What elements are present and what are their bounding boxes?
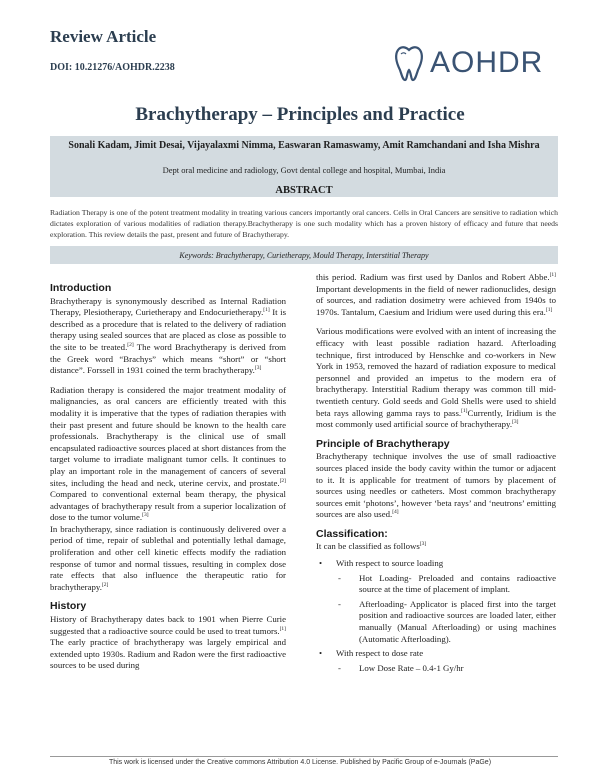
classification-list: [316, 558, 556, 674]
list-subitem: - Hot Loading- Preloaded and contains radioactive source at the time of placement of implant.: [338, 572, 556, 595]
intro-paragraph-1: Brachytherapy is synonymously described as Internal Radiation Therapy, Plesiotherapy, Curietherapy and Endocurietherapy.[1] It is described as a procedure that is related to the delivery of radiation therapy using sealed sources that are placed as close as possible to the site to be treated.[2] The word Brachytherapy is derived from the Greek word “Brachys” which means “short” or “short distance”. Forssell in 1931 coined the term brachytherapy.[3]: [50, 295, 286, 376]
footer-divider: [50, 756, 558, 757]
history-paragraph-2: Various modifications were evolved with an intent of increasing the efficacy with least possible radiation hazard. Afterloading technique, first introduced by Henschke and co-workers in New York in 1953, removed the hazard of radiation exposure to medical personnel and provided an impetus to the modern era of brachytherapy. Interstitial Radium therapy was common till mid-twentieth century. Gold seeds and Gold Shells were used to shield beta rays allowing gamma rays to pass.[1]Currently, Iridium is the most commonly used artificial source of brachytherapy.[3]: [316, 326, 556, 430]
classification-heading: Classification:: [316, 527, 388, 540]
article-type: Review Article: [50, 27, 157, 46]
abstract-heading: ABSTRACT: [275, 185, 333, 196]
principle-heading: Principle of Brachytherapy: [316, 437, 450, 450]
history-paragraph: History of Brachytherapy dates back to 1901 when Pierre Curie suggested that a radioactive source could be used to treat tumors.[1] The early practice of brachytherapy was largely empirical and extended upto 1930s. Radium and Radon were the first radioactive sources to be used during: [50, 614, 286, 671]
intro-paragraph-3: In brachytherapy, since radiation is continuously delivered over a period of time, repair of sublethal and potentially lethal damage, proliferation and other cell kinetic effects modify the radiation response of tumor and normal tissues, resulting in complex dose rate effects that also influence the therapeutic ratio for brachytherapy.[2]: [50, 523, 286, 592]
journal-logo: [390, 44, 544, 84]
author-list: Sonali Kadam, Jimit Desai, Vijayalaxmi Nimma, Easwaran Ramaswamy, Amit Ramchandani and Isha Mishra: [68, 140, 540, 151]
tooth-icon: [392, 44, 426, 82]
list-subitem: - Low Dose Rate – 0.4-1 Gy/hr: [338, 662, 464, 673]
left-column: [50, 283, 286, 680]
right-column: [316, 272, 556, 677]
affiliation: Dept oral medicine and radiology, Govt dental college and hospital, Mumbai, India: [162, 165, 446, 175]
intro-paragraph-2: Radiation therapy is considered the major treatment modality of malignancies, as oral cancers are efficiently treated with this modality it is imperative that the types of radiation therapies with their past present and future should be known to the health care professionals. Brachytherapy is the clinical use of small encapsulated radioactive sources placed at short distances from the target volume to irradiate malignant tumor cells. It continues to play an important role in the management of cancers of several sites, including the head and neck, uterine cervix, and prostate.[2] Compared to conventional external beam therapy, the physical advantages of brachytherapy result from a superior localization of dose to the tumor volume.[3]: [50, 384, 286, 523]
list-subitem: - Afterloading- Applicator is placed first into the target position and radioactive sources are loaded later, either manually (Manual Afterloading) or using machines (Automatic Afterloading).: [338, 598, 556, 644]
list-item: • With respect to source loading: [316, 558, 556, 570]
classification-intro: It can be classified as follows[3]: [316, 541, 427, 552]
keywords: Keywords: Brachytherapy, Curietherapy, Mould Therapy, Interstitial Therapy: [179, 251, 429, 260]
article-title: Brachytherapy – Principles and Practice: [135, 104, 465, 125]
abstract-text: Radiation Therapy is one of the potent treatment modality in treating various cancers importantly oral cancers. Cells in Oral Cancers are sensitive to radiation which dictates exploration of various modalities of radiation therapy.Brachytherapy is one such modality which has a proven history of efficacy and future that needs exploration. This review details the past, present and future of Brachytherapy.: [50, 208, 558, 239]
list-item: • With respect to dose rate: [316, 648, 556, 660]
logo-text: AOHDR: [430, 46, 544, 79]
doi: DOI: 10.21276/AOHDR.2238: [50, 62, 175, 73]
history-heading: History: [50, 600, 87, 613]
history-continued: this period. Radium was first used by Danlos and Robert Abbe.[1] Important developments in the field of newer radionuclides, design of sources, and radiation dosimetry were achieved from 1940s to 1970s. Tantalum, Caesium and Iridium were used during this era.[1]: [316, 272, 556, 317]
principle-paragraph: Brachytherapy technique involves the use of small radioactive sources placed inside the body cavity within the tumor or adjacent to it. It is applicable for treatment of tumors by placement of sources using needles or catheters. Most common brachytherapy sources emit ‘photons’, however ‘beta rays’ and ‘neutrons’ emitting sources are also used.[4]: [316, 451, 556, 520]
introduction-heading: Introduction: [50, 282, 112, 294]
license-footer: This work is licensed under the Creative commons Attribution 4.0 License. Published by Pacific Group of e-Journals (PaGe): [108, 759, 492, 766]
